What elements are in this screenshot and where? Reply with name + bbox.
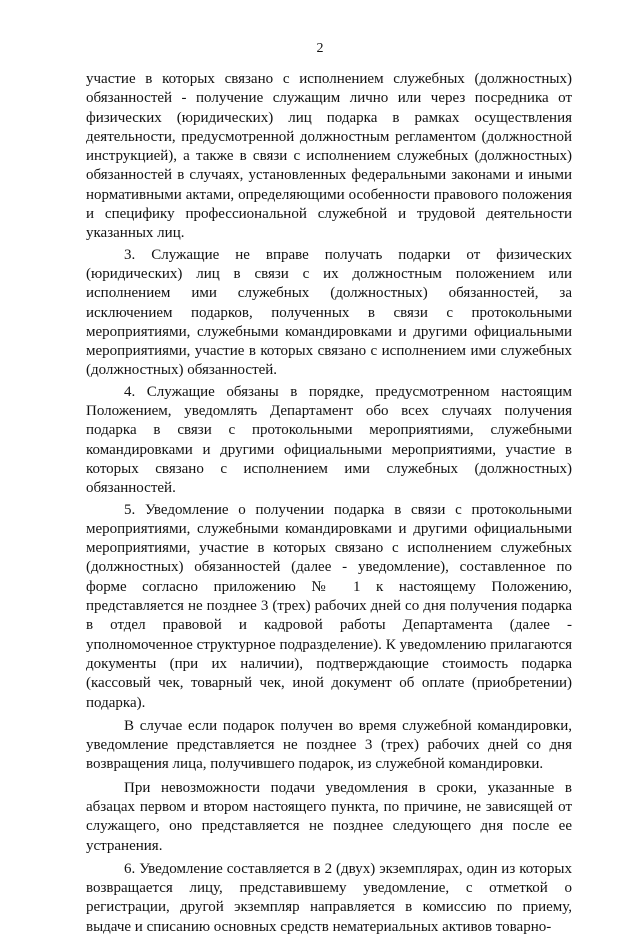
paragraph-impossibility: При невозможности подачи уведомления в сроки, указанные в абзацах первом и втором настоящего пункта, по причине, не зависящей от служащего, оно представляется не позднее следующего дня после ее устранения. — [86, 779, 572, 854]
paragraph-item-6: 6. Уведомление составляется в 2 (двух) экземплярах, один из которых возвращается лицу, представившему уведомление, с отметкой о регистрации, другой экземпляр направляется в комиссию по приему, выдаче и списанию основных средств нематериальных активов товарно- — [86, 860, 572, 935]
paragraph-item-5: 5. Уведомление о получении подарка в связи с протокольными мероприятиями, служебными командировками и другими официальными мероприятиями, участие в которых связано с исполнением служебных (должностных) обязанностей (далее - уведомление), составленное по форме согласно приложению № 1 к настоящему Положению, представляется не позднее 3 (трех) рабочих дней со дня получения подарка в отдел правовой и кадровой работы Департамента (далее - уполномоченное структурное подразделение). К уведомлению прилагаются документы (при их наличии), подтверждающие стоимость подарка (кассовый чек, товарный чек, иной документ об оплате (приобретении) подарка). — [86, 501, 572, 711]
page-number: 2 — [316, 41, 324, 56]
document-body — [86, 70, 572, 939]
paragraph-business-trip: В случае если подарок получен во время служебной командировки, уведомление представляется не позднее 3 (трех) рабочих дней со дня возвращения лица, получившего подарок, из служебной командировки. — [86, 717, 572, 773]
paragraph-item-3: 3. Служащие не вправе получать подарки от физических (юридических) лиц в связи с их должностным положением или исполнением ими служебных (должностных) обязанностей, за исключением подарков, полученных в связи с протокольными мероприятиями, служебными командировками и другими официальными мероприятиями, участие в которых связано с исполнением ими служебных (должностных) обязанностей. — [86, 246, 572, 379]
paragraph-continuation: участие в которых связано с исполнением служебных (должностных) обязанностей - получение служащим лично или через посредника от физических (юридических) лиц подарка в рамках осуществления деятельности, предусмотренной должностным регламентом (должностной инструкцией), а также в связи с исполнением служебных (должностных) обязанностей в случаях, установленных федеральными законами и иными нормативными актами, определяющими особенности правового положения и специфику профессиональной служебной и трудовой деятельности указанных лиц. — [86, 71, 572, 242]
paragraph-item-4: 4. Служащие обязаны в порядке, предусмотренном настоящим Положением, уведомлять Департамент обо всех случаях получения подарка в связи с протокольными мероприятиями, служебными командировками и другими официальными мероприятиями, участие в которых связано с исполнением ими служебных (должностных) обязанностей. — [86, 383, 572, 497]
